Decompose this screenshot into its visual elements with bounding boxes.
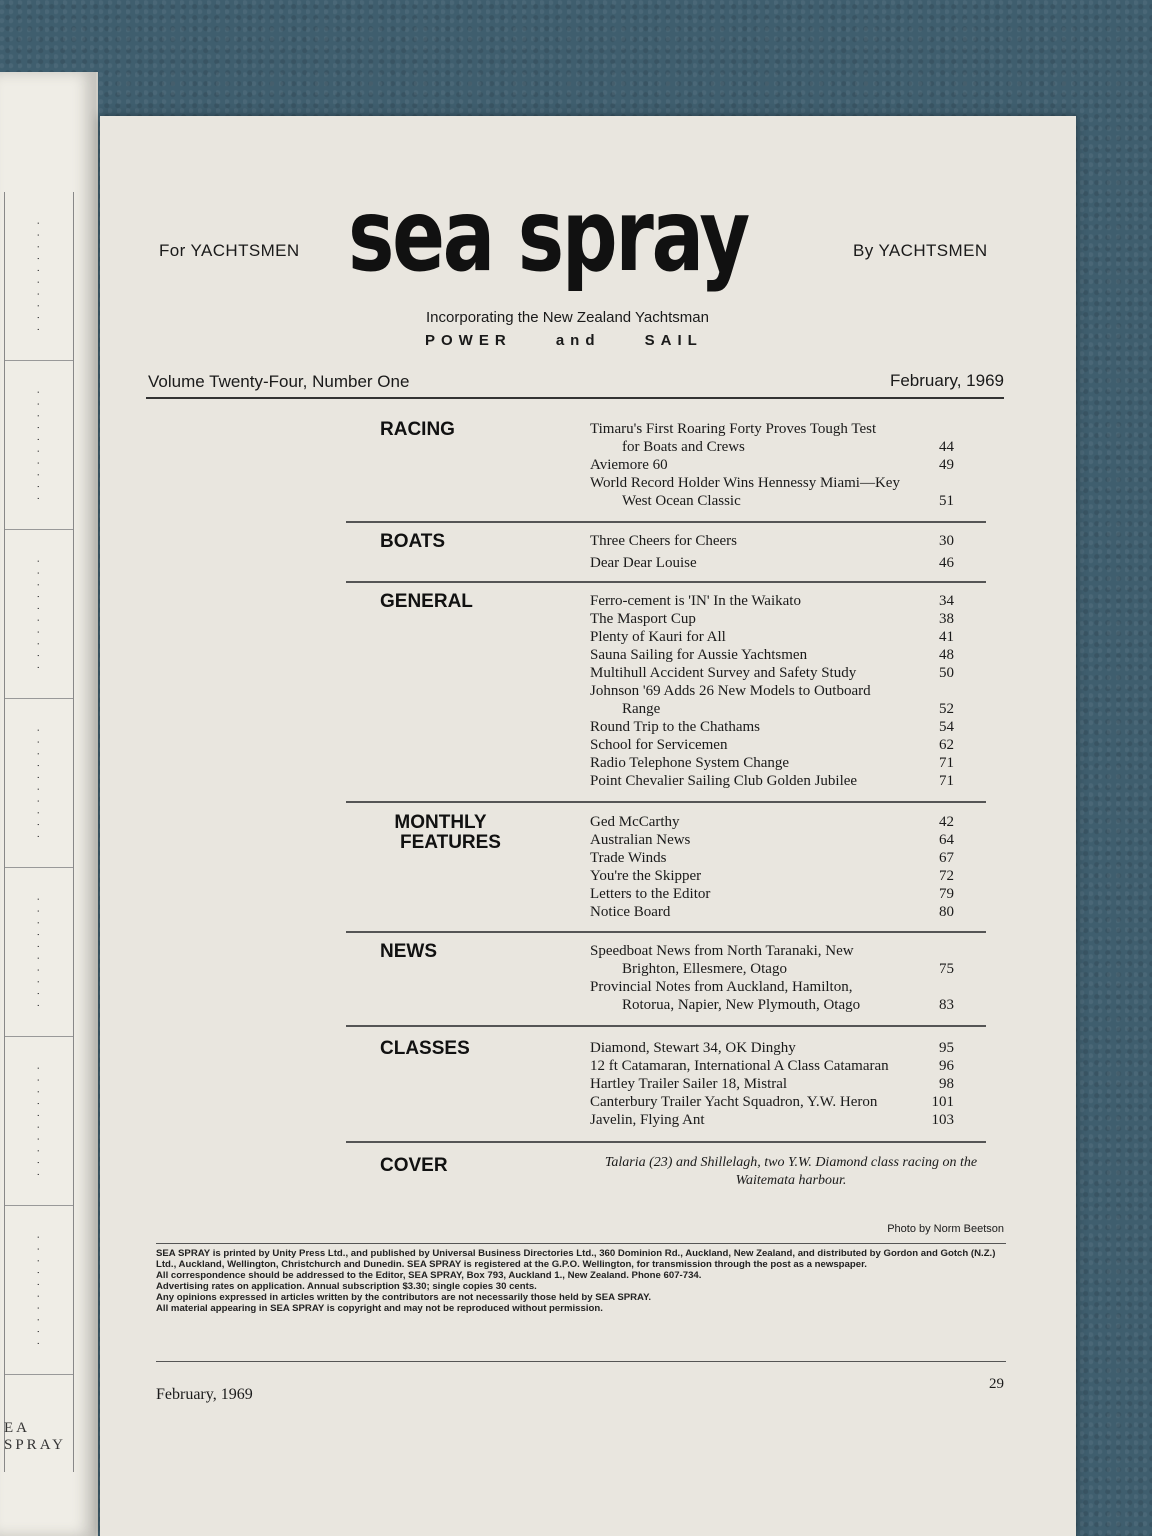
contents-entry[interactable] [590, 813, 954, 831]
tide-table-row: · · · · · · · · · · [5, 361, 73, 530]
tide-table-row: · · · · · · · · · · [5, 1037, 73, 1206]
entry-page-number: 48 [939, 647, 954, 663]
entry-page-number: 80 [939, 904, 954, 920]
contents-entry[interactable] [590, 1039, 954, 1057]
entry-title: Speedboat News from North Taranaki, New [590, 943, 854, 959]
section-heading: COVER [380, 1155, 448, 1176]
entry-title: School for Servicemen [590, 737, 728, 753]
contents-entry[interactable] [590, 1111, 954, 1129]
contents-entry[interactable] [590, 867, 954, 885]
entry-page-number: 96 [939, 1058, 954, 1074]
entry-title: Hartley Trailer Sailer 18, Mistral [590, 1076, 788, 1092]
contents-entry[interactable] [590, 718, 954, 736]
header-rule [146, 397, 1004, 399]
section-entries [590, 1039, 954, 1129]
entry-title: Multihull Accident Survey and Safety Study [590, 665, 857, 681]
contents-entry[interactable] [590, 942, 954, 978]
entry-title: Trade Winds [590, 850, 667, 866]
entry-title: You're the Skipper [590, 868, 702, 884]
contents-entry[interactable] [590, 1075, 954, 1093]
notice-line: Advertising rates on application. Annual subscription $3.30; single copies 30 cents. [156, 1281, 537, 1292]
entry-title: Letters to the Editor [590, 886, 711, 902]
section-divider [346, 581, 986, 583]
section-entries [590, 532, 954, 572]
entry-page-number: 75 [939, 961, 954, 977]
photo-credit: Photo by Norm Beetson [887, 1223, 1004, 1235]
left-page-footer: EA SPRAY [4, 1420, 66, 1453]
entry-title: Ferro-cement is 'IN' In the Waikato [590, 593, 801, 609]
tide-table [4, 192, 74, 1472]
section-heading-line: MONTHLY [394, 812, 487, 833]
entry-page-number: 64 [939, 832, 954, 848]
entry-title: Provincial Notes from Auckland, Hamilton, [590, 979, 853, 995]
section-heading: NEWS [380, 941, 437, 962]
contents-entry[interactable] [590, 420, 954, 456]
entry-title: Notice Board [590, 904, 671, 920]
contents-entry[interactable] [590, 554, 954, 572]
entry-page-number: 44 [939, 439, 954, 455]
entry-page-number: 49 [939, 457, 954, 473]
section-divider [346, 1141, 986, 1143]
entry-title: Round Trip to the Chathams [590, 719, 761, 735]
section-heading: GENERAL [380, 591, 473, 612]
entry-page-number: 30 [939, 533, 954, 549]
contents-entry[interactable] [590, 831, 954, 849]
entry-page-number: 72 [939, 868, 954, 884]
footer-date: February, 1969 [156, 1386, 253, 1403]
section-divider [346, 931, 986, 933]
entry-title: Radio Telephone System Change [590, 755, 790, 771]
entry-page-number: 41 [939, 629, 954, 645]
notice-line: All correspondence should be addressed to the Editor, SEA SPRAY, Box 793, Auckland 1., New Zealand. Phone 607-734. [156, 1270, 702, 1281]
tide-table-row: · · · · · · · · · · [5, 192, 73, 361]
entry-title-continued: for Boats and Crews [622, 439, 745, 455]
tide-table-row: · · · · · · · · · · [5, 699, 73, 868]
entry-title: Diamond, Stewart 34, OK Dinghy [590, 1040, 796, 1056]
entry-title: Ged McCarthy [590, 814, 680, 830]
contents-entry[interactable] [590, 664, 954, 682]
section-divider [346, 801, 986, 803]
contents-entry[interactable] [590, 772, 954, 790]
contents-entry[interactable] [590, 474, 954, 510]
contents-entry[interactable] [590, 456, 954, 474]
entry-page-number: 79 [939, 886, 954, 902]
entry-title: Point Chevalier Sailing Club Golden Jubilee [590, 773, 858, 789]
entry-title: Aviemore 60 [590, 457, 668, 473]
section-heading-line: FEATURES [400, 832, 501, 853]
entry-page-number: 83 [939, 997, 954, 1013]
section-heading: CLASSES [380, 1038, 470, 1059]
entry-title: Timaru's First Roaring Forty Proves Tough Test [590, 421, 877, 437]
entry-page-number: 67 [939, 850, 954, 866]
contents-entry[interactable] [590, 978, 954, 1014]
masthead-subtitle: POWER and SAIL [425, 332, 703, 349]
entry-page-number: 52 [939, 701, 954, 717]
cover-caption: Talaria (23) and Shillelagh, two Y.W. Diamond class racing on the Waitemata harbour. [604, 1155, 978, 1188]
entry-title: 12 ft Catamaran, International A Class Catamaran [590, 1058, 889, 1074]
contents-entry[interactable] [590, 736, 954, 754]
entry-title: Javelin, Flying Ant [590, 1112, 705, 1128]
section-entries [590, 813, 954, 921]
entry-title-continued: Rotorua, Napier, New Plymouth, Otago [622, 997, 861, 1013]
entry-page-number: 71 [939, 773, 954, 789]
volume-number: Volume Twenty-Four, Number One [148, 372, 410, 391]
entry-page-number: 46 [939, 555, 954, 571]
contents-entry[interactable] [590, 592, 954, 610]
issue-date: February, 1969 [889, 371, 1004, 390]
entry-title: Canterbury Trailer Yacht Squadron, Y.W. Heron [590, 1094, 878, 1110]
entry-title: Australian News [590, 832, 691, 848]
section-entries [590, 592, 954, 790]
entry-page-number: 101 [931, 1094, 954, 1110]
section-heading: BOATS [380, 531, 446, 552]
entry-title: Johnson '69 Adds 26 New Models to Outboard [590, 683, 871, 699]
footer-divider [156, 1361, 1006, 1362]
entry-page-number: 50 [939, 665, 954, 681]
contents-entry[interactable] [590, 885, 954, 903]
section-entries [590, 942, 954, 1014]
masthead-tag-right: By YACHTSMEN [853, 241, 988, 260]
entry-title: World Record Holder Wins Hennessy Miami—Key [590, 475, 900, 491]
credits-divider [156, 1243, 1006, 1244]
entry-title-continued: Brighton, Ellesmere, Otago [622, 961, 787, 977]
entry-title: Dear Dear Louise [590, 555, 697, 571]
publication-notice [156, 1248, 1016, 1314]
section-heading: RACING [380, 419, 455, 440]
entry-page-number: 98 [939, 1076, 954, 1092]
entry-page-number: 54 [939, 719, 954, 735]
masthead-tag-left: For YACHTSMEN [159, 241, 300, 260]
notice-line: All material appearing in SEA SPRAY is copyright and may not be reproduced without permission. [156, 1303, 603, 1314]
contents-entry[interactable] [590, 532, 954, 550]
entry-page-number: 103 [931, 1112, 954, 1128]
left-facing-page [0, 72, 98, 1536]
contents-entry[interactable] [590, 903, 954, 921]
entry-page-number: 51 [939, 493, 954, 509]
entry-page-number: 62 [939, 737, 954, 753]
contents-entry[interactable] [590, 646, 954, 664]
contents-entry[interactable] [590, 1057, 954, 1075]
contents-entry[interactable] [590, 849, 954, 867]
entry-page-number: 42 [939, 814, 954, 830]
entry-title: The Masport Cup [590, 611, 696, 627]
section-heading [380, 813, 501, 853]
entry-page-number: 34 [939, 593, 954, 609]
section-divider [346, 1025, 986, 1027]
contents-entry[interactable] [590, 628, 954, 646]
contents-entry[interactable] [590, 1093, 954, 1111]
masthead-incorporating: Incorporating the New Zealand Yachtsman [426, 309, 709, 326]
contents-entry[interactable] [590, 610, 954, 628]
section-entries [590, 420, 954, 510]
entry-page-number: 71 [939, 755, 954, 771]
footer-page-number: 29 [989, 1376, 1004, 1392]
contents-entry[interactable] [590, 754, 954, 772]
notice-line: SEA SPRAY is printed by Unity Press Ltd., and published by Universal Business Directories Ltd., 360 Dominion Rd., Auckland, New Zealand, and distributed by Gordon and Gotch (N.Z.) Ltd., Auckland, Wellington, Christchurch and Dunedin. SEA SPRAY is registered at the G.P.O. Wellington, for transmission through the post as a newspaper. [156, 1248, 996, 1270]
tide-table-row: · · · · · · · · · · [5, 530, 73, 699]
notice-line: Any opinions expressed in articles written by the contributors are not necessarily those held by SEA SPRAY. [156, 1292, 652, 1303]
contents-page [100, 116, 1076, 1536]
entry-title-continued: West Ocean Classic [622, 493, 741, 509]
masthead-title: sea spray [348, 177, 748, 294]
entry-title-continued: Range [622, 701, 661, 717]
tide-table-row: · · · · · · · · · · [5, 1206, 73, 1375]
entry-page-number: 38 [939, 611, 954, 627]
entry-title: Three Cheers for Cheers [590, 533, 738, 549]
entry-title: Plenty of Kauri for All [590, 629, 726, 645]
entry-title: Sauna Sailing for Aussie Yachtsmen [590, 647, 808, 663]
contents-entry[interactable] [590, 682, 954, 718]
tide-table-row: · · · · · · · · · · [5, 868, 73, 1037]
section-divider [346, 521, 986, 523]
entry-page-number: 95 [939, 1040, 954, 1056]
